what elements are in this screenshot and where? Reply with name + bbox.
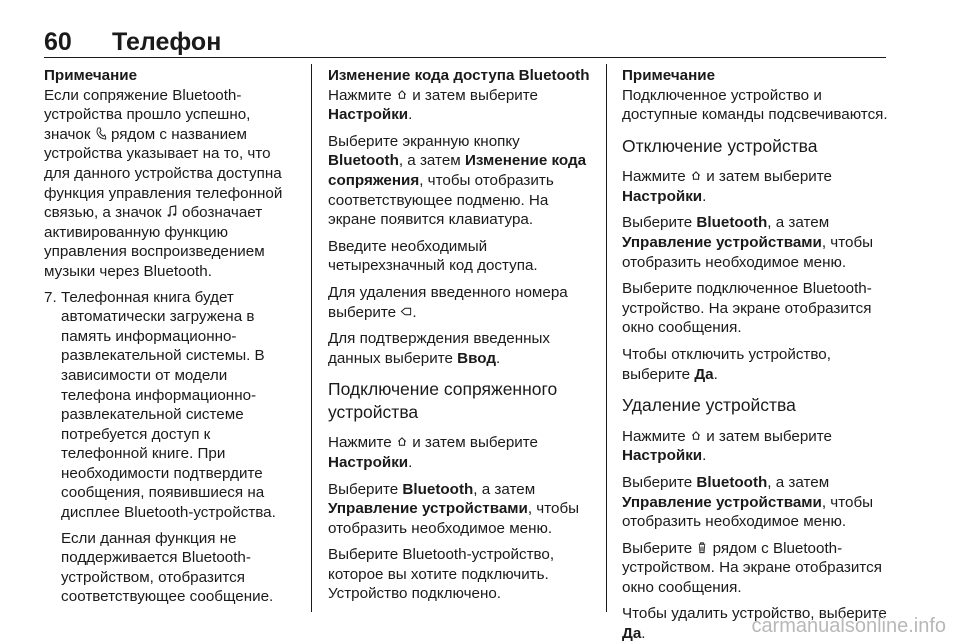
home-icon — [690, 429, 702, 442]
watermark: carmanualsonline.info — [751, 615, 946, 637]
phone-icon — [95, 127, 107, 140]
step-7 — [44, 288, 296, 608]
step-text: Телефонная книга будет автоматически загружена в память информационно-развлекательной системы. В зависимости от модели телефона информационно-развлекательной системе потребуется доступ к телефонной книге. При необходимости подтвердите сообщения, появившиеся на дисплее Bluetooth-устройства. — [61, 288, 276, 522]
paragraph: Выберите подключенное Bluetooth-устройство. На экране отобразится окно сообщения. — [622, 280, 872, 337]
page-number: 60 — [44, 28, 72, 56]
section-title: Изменение кода доступа Bluetooth — [328, 67, 590, 84]
page-header — [44, 28, 886, 58]
paragraph: Чтобы удалить устройство, выберите Да. — [622, 605, 887, 642]
paragraph: Выберите Bluetooth-устройство, которое вы хотите подключить. Устройство подключено. — [328, 546, 555, 603]
home-icon — [690, 169, 702, 182]
paragraph: Выберите Bluetooth, а затем Управление устройствами, чтобы отобразить необходимое меню. — [622, 473, 874, 531]
note-text: обозначает активированную функцию управления воспроизведением музыки через Bluetooth. — [44, 204, 265, 280]
paragraph: Выберите рядом с Bluetooth-устройством. На экране отобразится окно сообщения. — [622, 539, 882, 596]
home-icon — [396, 88, 408, 101]
section-heading: Удаление устройства — [622, 395, 796, 416]
step-number: 7. — [44, 288, 57, 306]
column-divider-1 — [311, 64, 312, 612]
paragraph: Выберите Bluetooth, а затем Управление устройствами, чтобы отобразить необходимое меню. — [328, 480, 580, 537]
backspace-icon — [400, 305, 412, 318]
note-body — [44, 86, 296, 282]
music-icon — [166, 205, 178, 218]
paragraph: Нажмите и затем выберите Настройки. — [328, 86, 538, 124]
note-title: Примечание — [622, 67, 716, 84]
page-title: Телефон — [112, 28, 222, 56]
paragraph: Чтобы отключить устройство, выберите Да. — [622, 346, 831, 383]
note-text: Если сопряжение Bluetooth-устройства прошло успешно, значок — [44, 86, 251, 143]
paragraph: Выберите экранную кнопку Bluetooth, а затем Изменение кода сопряжения, чтобы отобразить соответствующее подменю. На экране появится клавиатура. — [328, 132, 587, 229]
header-divider — [44, 57, 886, 58]
note-text: рядом с названием устройства указывает на то, что для данного устройства доступна функция управления телефонной связью, а значок — [44, 125, 283, 222]
paragraph: Нажмите и затем выберите Настройки. — [622, 427, 832, 465]
note-title: Примечание — [44, 67, 138, 84]
note-body: Подключенное устройство и доступные команды подсвечиваются. — [622, 86, 888, 124]
paragraph: Выберите Bluetooth, а затем Управление устройствами, чтобы отобразить необходимое меню. — [622, 214, 874, 271]
trash-icon — [696, 541, 708, 554]
paragraph: Нажмите и затем выберите Настройки. — [328, 434, 538, 471]
step-text: Если данная функция не поддерживается Bluetooth-устройством, отобразится соответствующее сообщение. — [61, 529, 274, 606]
section-heading: Отключение устройства — [622, 135, 818, 156]
column-divider-2 — [606, 64, 607, 612]
column-2 — [328, 66, 590, 611]
paragraph: Нажмите и затем выберите Настройки. — [622, 168, 832, 205]
paragraph: Введите необходимый четырехзначный код доступа. — [328, 237, 538, 275]
section-heading: Подключение сопряженного устройства — [328, 379, 558, 422]
home-icon — [396, 435, 408, 448]
paragraph: Для удаления введенного номера выберите . — [328, 283, 568, 321]
column-3 — [622, 66, 894, 642]
paragraph: Для подтверждения введенных данных выберите Ввод. — [328, 330, 550, 367]
column-1 — [44, 66, 296, 613]
